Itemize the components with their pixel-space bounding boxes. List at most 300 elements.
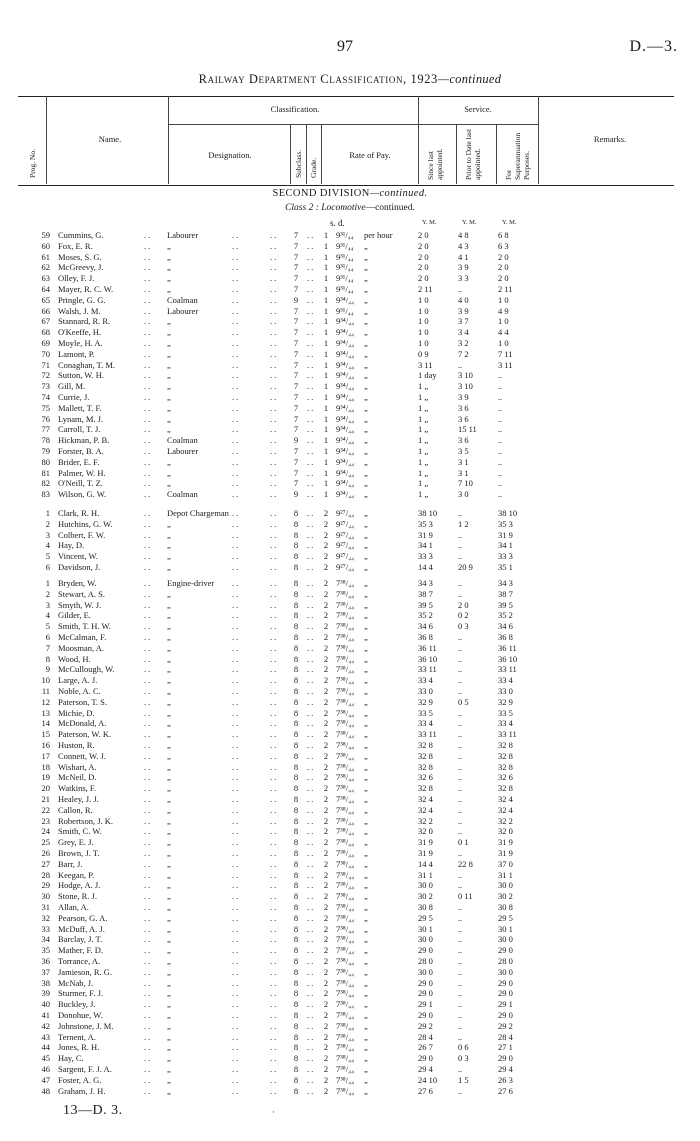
designation: „ [167, 966, 171, 977]
leader-dots: .. [270, 610, 279, 621]
rate-of-pay: 7³⁸/₄₄ [336, 794, 355, 804]
leader-dots: .. [270, 1020, 279, 1031]
leader-dots: .. [270, 729, 279, 740]
footer-mark: · [272, 1107, 275, 1117]
rate-of-pay: 7³⁸/₄₄ [336, 988, 355, 999]
leader-dots: .. [232, 424, 241, 435]
header-prior-to: Prior to Date last appointed. [464, 128, 482, 180]
service-prior: .. [458, 966, 463, 977]
designation: „ [167, 599, 171, 610]
employee-name: Moses, S. G. [58, 251, 102, 262]
leader-dots: .. [307, 664, 316, 675]
employee-name: Large, A. J. [58, 675, 98, 686]
row-number: 3 [45, 599, 50, 610]
rate-of-pay: 9³⁴/₄₄ [336, 489, 355, 500]
service-superannuation: 7 11 [498, 348, 513, 359]
service-since-last: 2 11 [418, 284, 433, 294]
leader-dots: .. [307, 392, 316, 402]
table-row [0, 262, 700, 272]
grade: 1 [323, 359, 329, 370]
employee-name: Sturmer, F. J. [58, 988, 104, 999]
designation: „ [167, 529, 171, 540]
employee-name: Michie, D. [58, 707, 95, 718]
service-since-last: 36 11 [418, 642, 437, 653]
leader-dots: .. [307, 837, 316, 848]
service-superannuation: 39 5 [498, 599, 513, 610]
row-number: 10 [41, 675, 50, 686]
designation: „ [167, 686, 171, 696]
table-row [0, 664, 700, 674]
service-superannuation: 4 9 [498, 305, 509, 316]
service-prior: .. [458, 675, 463, 686]
grade: 1 [323, 370, 329, 381]
subclass: 8 [293, 632, 299, 642]
table-row [0, 956, 700, 966]
leader-dots: .. [307, 923, 316, 934]
grade: 2 [323, 1031, 329, 1042]
service-superannuation: 2 0 [498, 262, 509, 273]
leader-dots: .. [270, 902, 279, 912]
service-superannuation: .. [498, 446, 503, 456]
service-superannuation: .. [498, 381, 503, 392]
designation: „ [167, 621, 171, 632]
designation: „ [167, 902, 171, 912]
header-since-last: Since last appointed. [426, 148, 444, 180]
table-row [0, 295, 700, 305]
table-row [0, 316, 700, 326]
service-prior: 3 6 [458, 413, 469, 424]
leader-dots: .. [232, 804, 241, 815]
employee-name: Clark, R. H. [58, 508, 100, 518]
service-since-last: 32 8 [418, 761, 433, 772]
service-superannuation: 32 2 [498, 815, 513, 826]
header-subclass: Subclass. [294, 149, 303, 178]
service-superannuation: 28 0 [498, 956, 513, 966]
leader-dots: .. [270, 588, 279, 599]
grade: 1 [323, 305, 329, 316]
service-prior: 4 3 [458, 240, 469, 251]
designation: „ [167, 456, 171, 467]
grade: 2 [323, 923, 329, 934]
service-prior: 22 8 [458, 858, 473, 869]
subclass: 8 [293, 1074, 299, 1085]
employee-name: Sutton, W. H. [58, 370, 105, 381]
designation: „ [167, 424, 171, 435]
rate-of-pay: 9³⁴/₄₄ [336, 392, 355, 402]
grade: 2 [323, 977, 329, 988]
leader-dots: .. [144, 740, 153, 750]
row-number: 80 [41, 456, 50, 467]
row-number: 65 [41, 294, 50, 305]
grade: 1 [323, 284, 329, 294]
service-prior: 0 11 [458, 891, 473, 902]
employee-name: Fox, E. R. [58, 240, 93, 251]
designation: „ [167, 273, 171, 284]
pay-unit: „ [364, 348, 368, 359]
table-row [0, 924, 700, 934]
row-number: 42 [41, 1020, 50, 1031]
employee-name: Wilson, G. W. [58, 489, 107, 500]
table-row [0, 424, 700, 434]
service-since-last: 29 2 [418, 1020, 433, 1031]
leader-dots: .. [270, 707, 279, 718]
service-superannuation: 35 2 [498, 610, 513, 621]
row-number: 75 [41, 402, 50, 413]
row-number: 73 [41, 381, 50, 392]
service-superannuation: 31 9 [498, 529, 513, 540]
grade: 2 [323, 529, 329, 540]
employee-name: Noble, A. C. [58, 686, 101, 696]
grade: 2 [323, 729, 329, 740]
leader-dots: .. [307, 316, 316, 327]
service-prior: 3 9 [458, 392, 469, 402]
pay-unit: „ [364, 977, 368, 988]
service-since-last: 33 0 [418, 686, 433, 696]
subclass: 8 [293, 750, 299, 761]
rate-of-pay: 7³⁸/₄₄ [336, 1085, 355, 1096]
row-number: 17 [41, 750, 50, 761]
rate-of-pay: 7³⁸/₄₄ [336, 718, 355, 729]
pay-unit: „ [364, 653, 368, 664]
rate-of-pay: 9³⁴/₄₄ [336, 294, 355, 305]
leader-dots: .. [307, 489, 316, 500]
leader-dots: .. [307, 1085, 316, 1096]
service-superannuation: 2 0 [498, 251, 509, 262]
service-since-last: 14 4 [418, 858, 433, 869]
service-prior: 2 0 [458, 599, 469, 610]
service-prior: 3 3 [458, 273, 469, 284]
pay-unit: „ [364, 540, 368, 551]
service-since-last: 1 „ [418, 435, 429, 446]
leader-dots: .. [307, 456, 316, 467]
service-since-last: 32 8 [418, 750, 433, 761]
employee-name: McDonald, A. [58, 718, 107, 729]
leader-dots: .. [307, 508, 316, 518]
section-subtitle [0, 203, 700, 213]
rate-of-pay: 9²⁷/₄₄ [336, 529, 355, 540]
service-superannuation: 27 1 [498, 1042, 513, 1053]
subclass: 8 [293, 902, 299, 912]
table-row [0, 805, 700, 815]
table-row [0, 880, 700, 890]
leader-dots: .. [270, 912, 279, 923]
section-subtitle-main: Class 2 : Locomotive [285, 203, 366, 213]
grade: 2 [323, 1010, 329, 1020]
table-row [0, 360, 700, 370]
rate-of-pay: 7³⁸/₄₄ [336, 1042, 355, 1053]
leader-dots: .. [144, 1074, 153, 1085]
pay-unit: „ [364, 1053, 368, 1064]
service-superannuation: 33 5 [498, 707, 513, 718]
service-superannuation: .. [498, 489, 503, 500]
service-since-last: 31 1 [418, 869, 433, 880]
leader-dots: .. [144, 696, 153, 707]
grade: 1 [323, 456, 329, 467]
rate-of-pay: 7³⁸/₄₄ [336, 966, 355, 977]
header-remarks: Remarks. [593, 134, 627, 144]
leader-dots: .. [270, 1053, 279, 1064]
leader-dots: .. [307, 621, 316, 632]
leader-dots: .. [232, 686, 241, 696]
leader-dots: .. [232, 262, 241, 273]
designation: „ [167, 869, 171, 880]
row-number: 61 [41, 251, 50, 262]
leader-dots: .. [232, 837, 241, 848]
service-prior: 3 9 [458, 262, 469, 273]
designation: „ [167, 783, 171, 794]
leader-dots: .. [307, 1010, 316, 1020]
rate-of-pay: 9³⁴/₄₄ [336, 381, 355, 392]
employee-name: Forster, B. A. [58, 446, 104, 456]
service-prior: .. [458, 551, 463, 562]
pay-unit: „ [364, 761, 368, 772]
table-row [0, 306, 700, 316]
header-service: Service. [464, 104, 492, 114]
leader-dots: .. [232, 327, 241, 338]
employee-name: Allan, A. [58, 902, 89, 912]
subclass: 8 [293, 837, 299, 848]
divider [538, 96, 539, 184]
employee-name: Moosman, A. [58, 642, 105, 653]
rate-of-pay: 7³⁸/₄₄ [336, 858, 355, 869]
leader-dots: .. [232, 508, 241, 518]
designation: „ [167, 467, 171, 478]
designation: „ [167, 642, 171, 653]
subclass: 7 [293, 316, 299, 327]
service-prior: .. [458, 1020, 463, 1031]
service-since-last: 1 „ [418, 446, 429, 456]
service-since-last: 29 0 [418, 988, 433, 999]
grade: 2 [323, 508, 329, 518]
grade: 2 [323, 1053, 329, 1064]
service-superannuation: 35 3 [498, 518, 513, 529]
row-number: 41 [41, 1010, 50, 1020]
service-prior: .. [458, 772, 463, 783]
pay-unit: „ [364, 934, 368, 945]
leader-dots: .. [307, 413, 316, 424]
leader-dots: .. [270, 956, 279, 966]
rate-of-pay: 7³⁸/₄₄ [336, 696, 355, 707]
leader-dots: .. [144, 783, 153, 794]
rate-of-pay: 7³⁸/₄₄ [336, 729, 355, 740]
units-prior-to: Y. M. [462, 219, 477, 226]
pay-unit: „ [364, 413, 368, 424]
designation: „ [167, 794, 171, 804]
subclass: 7 [293, 359, 299, 370]
leader-dots: .. [307, 675, 316, 686]
service-prior: .. [458, 999, 463, 1010]
pay-unit: „ [364, 902, 368, 912]
employee-name: Graham, J. H. [58, 1085, 106, 1096]
leader-dots: .. [232, 478, 241, 489]
service-superannuation: .. [498, 424, 503, 435]
leader-dots: .. [144, 934, 153, 945]
leader-dots: .. [307, 934, 316, 945]
service-superannuation: 29 0 [498, 1053, 513, 1064]
leader-dots: .. [307, 402, 316, 413]
leader-dots: .. [270, 446, 279, 456]
service-prior: 15 11 [458, 424, 477, 435]
leader-dots: .. [232, 729, 241, 740]
employee-name: Bryden, W. [58, 578, 97, 588]
service-superannuation: 32 9 [498, 696, 513, 707]
service-superannuation: 34 6 [498, 621, 513, 632]
employee-name: Donohue, W. [58, 1010, 103, 1020]
grade: 1 [323, 327, 329, 338]
service-since-last: 28 4 [418, 1031, 433, 1042]
designation: „ [167, 977, 171, 988]
subclass: 8 [293, 1020, 299, 1031]
service-since-last: 2 0 [418, 240, 429, 251]
service-prior: .. [458, 923, 463, 934]
table-row [0, 675, 700, 685]
rate-of-pay: 7³⁸/₄₄ [336, 642, 355, 653]
row-number: 29 [41, 880, 50, 891]
service-prior: .. [458, 956, 463, 966]
subclass: 7 [293, 240, 299, 251]
employee-name: McNeil, D. [58, 772, 97, 783]
leader-dots: .. [270, 621, 279, 632]
leader-dots: .. [307, 642, 316, 653]
leader-dots: .. [232, 642, 241, 653]
designation: „ [167, 675, 171, 686]
row-number: 77 [41, 424, 50, 435]
rate-of-pay: 9²⁷/₄₄ [336, 551, 355, 562]
leader-dots: .. [144, 338, 153, 348]
designation: „ [167, 632, 171, 642]
leader-dots: .. [307, 686, 316, 696]
employee-name: Sargent, F. J. A. [58, 1064, 112, 1074]
row-number: 59 [41, 230, 50, 240]
leader-dots: .. [307, 772, 316, 783]
service-prior: .. [458, 826, 463, 837]
employee-name: Walsh, J. M. [58, 305, 101, 316]
leader-dots: .. [232, 251, 241, 262]
leader-dots: .. [307, 588, 316, 599]
pay-unit: „ [364, 392, 368, 402]
designation: „ [167, 413, 171, 424]
service-superannuation: 29 2 [498, 1020, 513, 1031]
leader-dots: .. [270, 750, 279, 761]
service-since-last: 36 8 [418, 632, 433, 642]
pay-unit: „ [364, 891, 368, 902]
row-number: 30 [41, 891, 50, 902]
subclass: 7 [293, 327, 299, 338]
rate-of-pay: 7³⁸/₄₄ [336, 1064, 355, 1074]
designation: „ [167, 381, 171, 392]
table-row [0, 284, 700, 294]
grade: 2 [323, 1074, 329, 1085]
leader-dots: .. [232, 1031, 241, 1042]
designation: „ [167, 707, 171, 718]
subclass: 7 [293, 392, 299, 402]
rate-of-pay: 7³⁸/₄₄ [336, 653, 355, 664]
service-superannuation: 33 0 [498, 686, 513, 696]
table-row [0, 654, 700, 664]
pay-unit: „ [364, 478, 368, 489]
leader-dots: .. [232, 858, 241, 869]
pay-unit: „ [364, 424, 368, 435]
leader-dots: .. [307, 653, 316, 664]
service-prior: .. [458, 848, 463, 858]
service-prior: 3 10 [458, 381, 473, 392]
subclass: 8 [293, 1064, 299, 1074]
leader-dots: .. [144, 750, 153, 761]
leader-dots: .. [232, 1020, 241, 1031]
subclass: 8 [293, 880, 299, 891]
table-row [0, 826, 700, 836]
rate-of-pay: 7³⁸/₄₄ [336, 1053, 355, 1064]
leader-dots: .. [307, 327, 316, 338]
grade: 2 [323, 562, 329, 572]
designation: „ [167, 1031, 171, 1042]
table-row [0, 783, 700, 793]
leader-dots: .. [307, 869, 316, 880]
leader-dots: .. [307, 632, 316, 642]
grade: 2 [323, 826, 329, 837]
service-since-last: 2 0 [418, 251, 429, 262]
designation: „ [167, 696, 171, 707]
service-prior: 3 5 [458, 446, 469, 456]
leader-dots: .. [144, 880, 153, 891]
leader-dots: .. [232, 956, 241, 966]
leader-dots: .. [144, 632, 153, 642]
pay-unit: „ [364, 456, 368, 467]
leader-dots: .. [307, 467, 316, 478]
leader-dots: .. [144, 348, 153, 359]
employee-name: Hay, D. [58, 540, 85, 551]
leader-dots: .. [307, 294, 316, 305]
leader-dots: .. [144, 435, 153, 446]
employee-name: McCullough, W. [58, 664, 115, 675]
leader-dots: .. [232, 1010, 241, 1020]
leader-dots: .. [270, 467, 279, 478]
table-row [0, 891, 700, 901]
service-since-last: 31 9 [418, 848, 433, 858]
service-since-last: 33 5 [418, 707, 433, 718]
table-row [0, 327, 700, 337]
service-prior: 4 1 [458, 251, 469, 262]
service-prior: .. [458, 912, 463, 923]
designation: „ [167, 761, 171, 772]
leader-dots: .. [270, 848, 279, 858]
row-number: 66 [41, 305, 50, 316]
table-row [0, 621, 700, 631]
pay-unit: „ [364, 707, 368, 718]
service-prior: .. [458, 740, 463, 750]
leader-dots: .. [270, 305, 279, 316]
service-superannuation: 30 1 [498, 923, 513, 934]
row-number: 11 [41, 686, 50, 696]
table-row [0, 913, 700, 923]
leader-dots: .. [232, 402, 241, 413]
row-number: 68 [41, 327, 50, 338]
subclass: 8 [293, 518, 299, 529]
service-superannuation: 1 0 [498, 338, 509, 348]
leader-dots: .. [307, 891, 316, 902]
leader-dots: .. [144, 653, 153, 664]
leader-dots: .. [144, 826, 153, 837]
leader-dots: .. [270, 858, 279, 869]
rate-of-pay: 7³⁸/₄₄ [336, 912, 355, 923]
subclass: 8 [293, 653, 299, 664]
leader-dots: .. [270, 273, 279, 284]
service-prior: .. [458, 804, 463, 815]
service-since-last: 1 „ [418, 392, 429, 402]
leader-dots: .. [144, 902, 153, 912]
service-superannuation: 1 0 [498, 316, 509, 327]
subclass: 7 [293, 230, 299, 240]
